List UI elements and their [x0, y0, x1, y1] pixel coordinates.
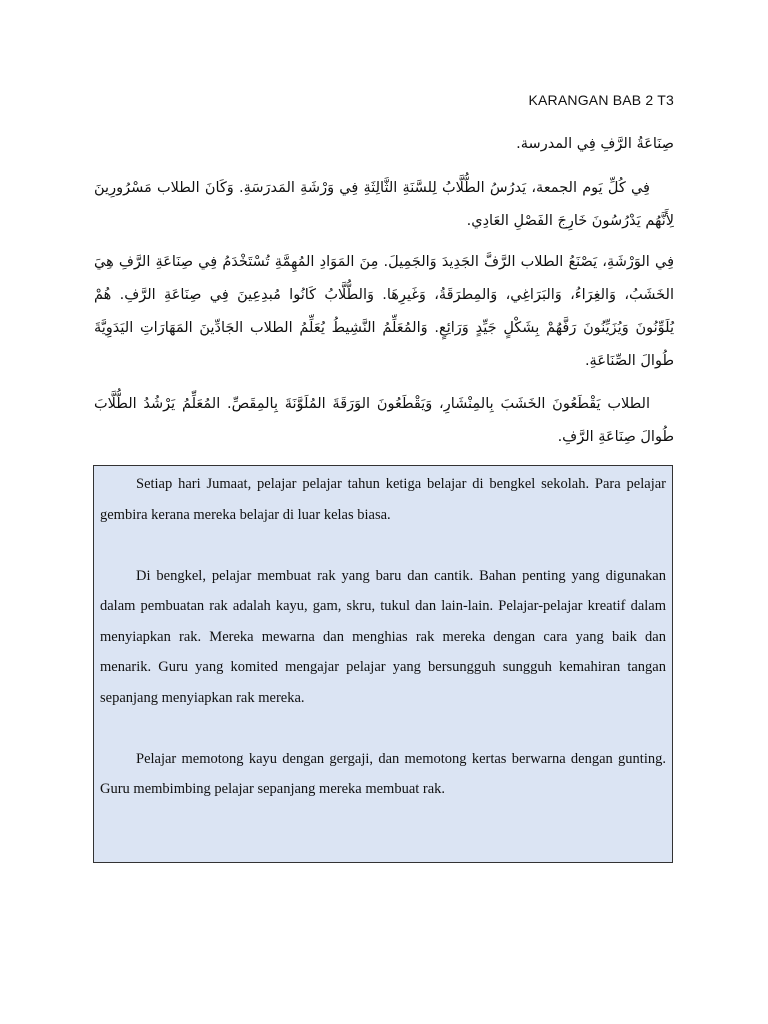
translation-paragraph-2: Di bengkel, pelajar membuat rak yang baru dan cantik. Bahan penting yang digunakan dalam pembuatan rak adalah kayu, gam, skru, tukul dan lain-lain. Pelajar-pelajar kreatif dalam menyiapkan rak. Mereka mewarna dan menghias rak mereka dengan cara yang baik dan menarik. Guru yang komited mengajar pelajar yang bersungguh sungguh kemahiran tangan sepanjang menyiapkan rak mereka.	[100, 567, 666, 706]
arabic-paragraph-2	[94, 246, 674, 378]
arabic-paragraph-3	[94, 388, 674, 454]
translation-paragraph-3: Pelajar memotong kayu dengan gergaji, dan memotong kertas berwarna dengan gunting. Guru membimbing pelajar sepanjang mereka membuat rak.	[100, 750, 666, 797]
translation-box	[93, 465, 673, 863]
arabic-title-text: صِنَاعَةُ الرَّفِ فِي المدرسة.	[516, 136, 674, 152]
arabic-paragraph-2-text: فِي الوَرْشَةِ، يَصْنَعُ الطلاب الرَّفَّ الجَدِيدَ وَالجَمِيلَ. مِنَ المَوَادِ المُهِمَّةِ تُسْتَخْدَمُ فِي صِنَاعَةِ الرَّفِ هِيَ الخَشَبُ، وَالغِرَاءُ، وَالبَرَاغِي، وَالمِطرَقَةُ، وَغَيرِهَا. وَالطُّلَّابُ كَانُوا مُبدِعِينَ فِي صِنَاعَةِ الرَّفِ. هُمْ يُلَوِّنُونَ وَيُزَيِّنُونَ رَفَّهُمْ بِشَكْلٍ جَيِّدٍ وَرَائِعٍ. وَالمُعَلِّمُ النَّشِيطُ يُعَلِّمُ الطلاب الجَادِّينَ المَهَارَاتِ اليَدَوِيَّةَ طُوالَ الصِّنَاعَةِ.	[94, 254, 674, 369]
arabic-title	[94, 128, 674, 161]
arabic-paragraph-3-text: الطلاب يَقْطَعُونَ الخَشَبَ بِالمِنْشَارِ، وَيَقْطَعُونَ الوَرَقَةَ المُلَوَّنَةَ بِالمِقَصِّ. المُعَلِّمُ يَرْشُدُ الطُّلَّابَ طُوالَ صِنَاعَةِ الرَّفِ.	[94, 396, 674, 445]
document-heading: KARANGAN BAB 2 T3	[528, 92, 674, 108]
paragraph-spacer	[100, 530, 666, 561]
paragraph-spacer	[100, 713, 666, 744]
arabic-paragraph-1	[94, 172, 674, 238]
translation-paragraph-1: Setiap hari Jumaat, pelajar pelajar tahun ketiga belajar di bengkel sekolah. Para pelajar gembira kerana mereka belajar di luar kelas biasa.	[100, 476, 666, 523]
arabic-paragraph-1-text: فِي كُلِّ يَوم الجمعة، يَدرُسُ الطُّلَّابُ لِلسَّنَةِ الثَّالِثَةِ فِي وَرْشَةِ المَدرَسَةِ. وَكَانَ الطلاب مَسْرُورِينَ لِأَنَّهُم يَدْرُسُونَ خَارِجَ الفَصْلِ العَادِي.	[94, 180, 674, 229]
